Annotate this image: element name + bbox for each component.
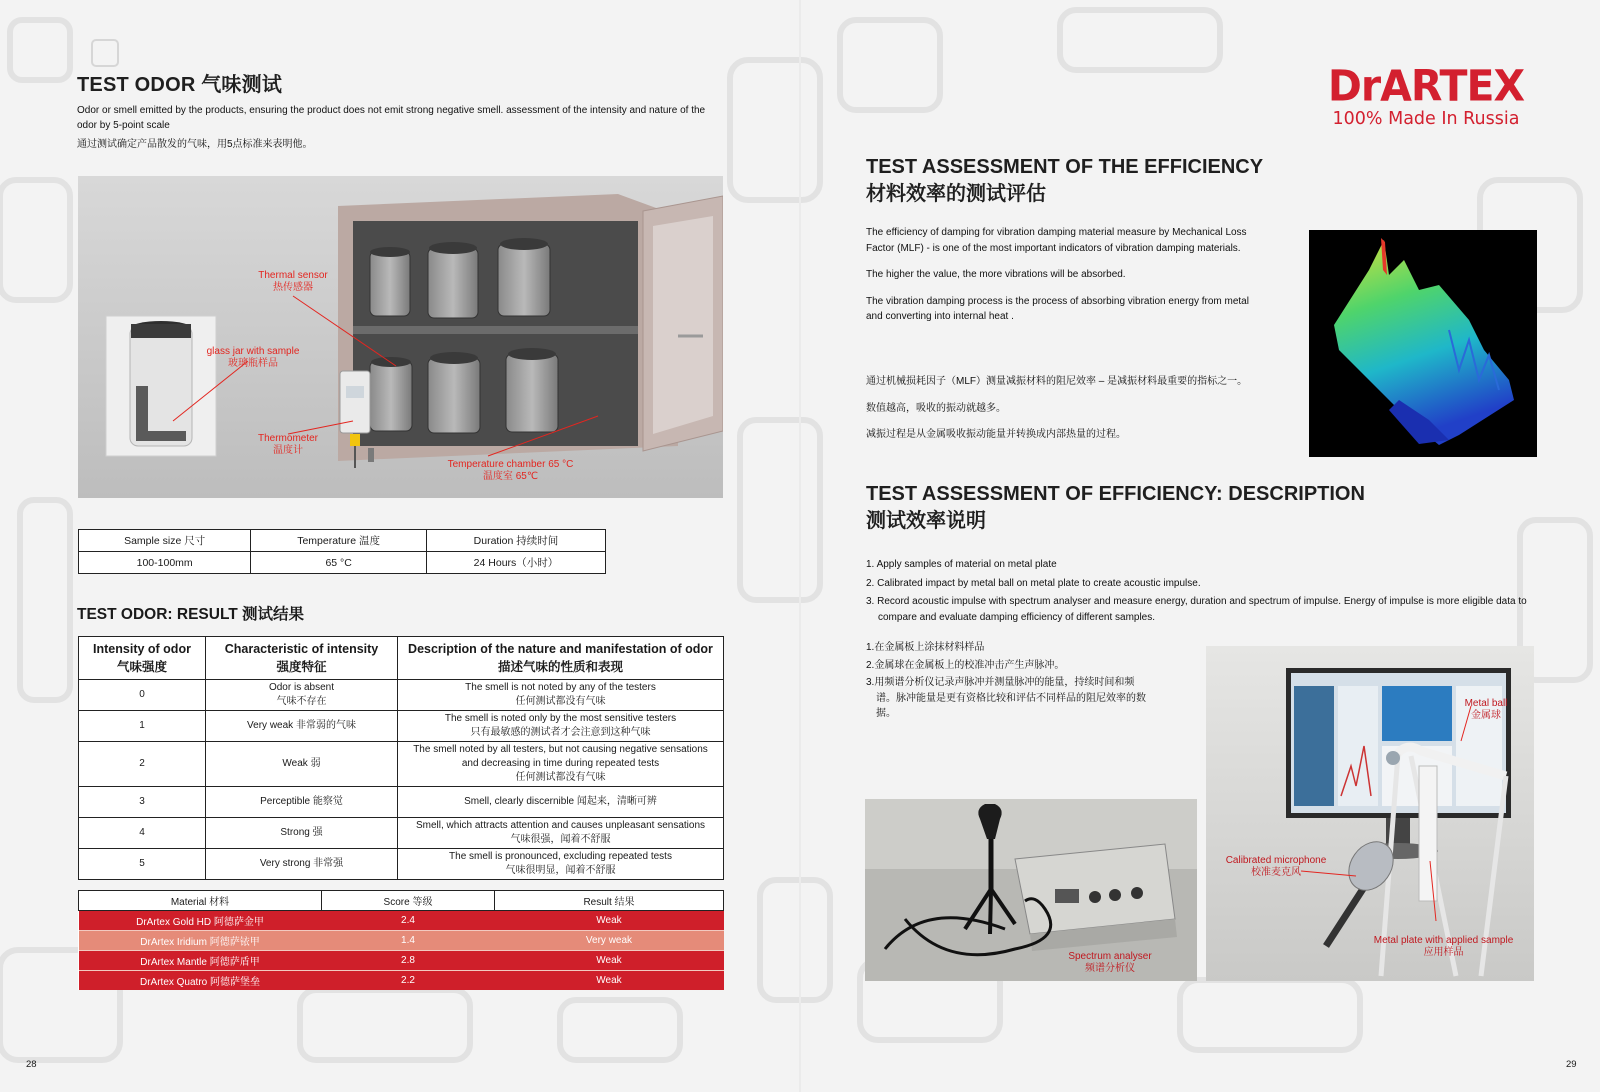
scale-header-en: Intensity of odor bbox=[93, 642, 191, 656]
material-name-cell: DrArtex Iridium 阿德萨铱甲 bbox=[79, 931, 322, 951]
description-title bbox=[866, 481, 1365, 535]
conditions-value: 65 °C bbox=[251, 552, 427, 574]
thermal-sensor-label-cn: 热传感器 bbox=[273, 282, 313, 293]
metal-plate-label-en: Metal plate with applied sample bbox=[1373, 935, 1514, 946]
scale-header bbox=[398, 637, 724, 680]
analyser-label-cn: 频谱分析仪 bbox=[1085, 963, 1135, 974]
glass-jar-label-en: glass jar with sample bbox=[206, 346, 300, 357]
scale-header-cn: 气味强度 bbox=[116, 660, 167, 674]
scale-body bbox=[79, 680, 724, 880]
microphone-label-en: Calibrated microphone bbox=[1225, 855, 1327, 866]
thermal-sensor-label-en: Thermal sensor bbox=[258, 270, 328, 281]
material-result-cell: Weak bbox=[495, 951, 724, 971]
page-number-left: 28 bbox=[26, 1059, 37, 1070]
analyser-label-en: Spectrum analyser bbox=[1068, 951, 1152, 962]
scale-header-cn: 描述气味的性质和表现 bbox=[497, 660, 623, 674]
scale-description-cell: Smell, which attracts attention and causes unpleasant sensations 气味很强，闻着不舒服 bbox=[398, 818, 724, 849]
material-row bbox=[79, 971, 724, 991]
thermometer-label-cn: 温度计 bbox=[273, 445, 303, 456]
odor-title: TEST ODOR 气味测试 bbox=[77, 74, 283, 96]
material-result-cell: Weak bbox=[495, 911, 724, 931]
scale-header-en: Characteristic of intensity bbox=[224, 642, 379, 656]
glass-jar-label-cn: 玻璃瓶样品 bbox=[228, 358, 278, 369]
thermal-sensor-label bbox=[228, 270, 358, 294]
step-item: 2. Calibrated impact by metal ball on metal plate to create acoustic impulse. bbox=[866, 577, 1201, 589]
paragraph: 通过机械损耗因子（MLF）测量减振材料的阻尼效率 – 是减振材料最重要的指标之一。 bbox=[866, 376, 1248, 387]
scale-score-cell: 3 bbox=[79, 787, 206, 818]
material-row bbox=[79, 931, 724, 951]
scale-characteristic-cell: Weak 弱 bbox=[206, 742, 398, 787]
material-name-cell: DrArtex Quatro 阿德萨堡垒 bbox=[79, 971, 322, 991]
scale-header bbox=[79, 637, 206, 680]
chamber-label bbox=[438, 459, 583, 483]
scale-row bbox=[79, 711, 724, 742]
scale-score-cell: 4 bbox=[79, 818, 206, 849]
thermometer-label-en: Thermometer bbox=[257, 433, 318, 444]
scale-row bbox=[79, 787, 724, 818]
scale-header-cn: 强度特征 bbox=[276, 660, 327, 674]
scale-header bbox=[206, 637, 398, 680]
material-name-cell: DrArtex Mantle 阿德萨盾甲 bbox=[79, 951, 322, 971]
spectrum-3d-image bbox=[1309, 230, 1537, 457]
scale-row bbox=[79, 849, 724, 880]
materials-table bbox=[78, 890, 724, 990]
temperature-chamber-image bbox=[78, 176, 723, 498]
materials-header: Result 结果 bbox=[495, 891, 724, 911]
metal-ball-label-en: Metal ball bbox=[1464, 698, 1508, 709]
conditions-value: 100-100mm bbox=[79, 552, 251, 574]
setup-photo bbox=[1206, 646, 1534, 981]
material-score-cell: 2.8 bbox=[322, 951, 495, 971]
odor-description-cn: 通过测试确定产品散发的气味，用5点标准来表明他。 bbox=[77, 139, 313, 150]
logo-tagline: 100% Made In Russia bbox=[1332, 109, 1520, 129]
efficiency-title-cn: 材料效率的测试评估 bbox=[866, 183, 1046, 205]
material-result-cell: Very weak bbox=[495, 931, 724, 951]
paragraph: The higher the value, the more vibrations will be absorbed. bbox=[866, 269, 1126, 280]
step-item: 3. Record acoustic impulse with spectrum analyser and measure energy, duration and spectrum of impulse. Energy of impulse is more eligible data to compare and evaluate damping efficiency of different samples. bbox=[866, 596, 1527, 623]
material-score-cell: 2.4 bbox=[322, 911, 495, 931]
analyser-photo bbox=[865, 799, 1197, 981]
step-item: 1. Apply samples of material on metal plate bbox=[866, 559, 1057, 570]
result-title: TEST ODOR: RESULT 测试结果 bbox=[77, 606, 305, 623]
materials-header: Score 等级 bbox=[322, 891, 495, 911]
scale-row bbox=[79, 742, 724, 787]
scale-description-cell: Smell, clearly discernible 闻起来，清晰可辨 bbox=[398, 787, 724, 818]
scale-description-cell: The smell is noted only by the most sensitive testers 只有最敏感的测试者才会注意到这种气味 bbox=[398, 711, 724, 742]
odor-description-en: Odor or smell emitted by the products, ensuring the product does not emit strong negative smell. assessment of the intensity and nature of the odor by 5-point scale bbox=[77, 105, 706, 131]
description-title-cn: 测试效率说明 bbox=[866, 510, 986, 532]
scale-characteristic-cell: Perceptible 能察觉 bbox=[206, 787, 398, 818]
metal-plate-label bbox=[1356, 935, 1531, 959]
step-item: 3.用频谱分析仪记录声脉冲并测量脉冲的能量，持续时间和频谱。脉冲能量是更有资格比较和评估不同样品的阻尼效率的数据。 bbox=[866, 677, 1146, 719]
scale-description-cell: The smell is pronounced, excluding repeated tests 气味很明显，闻着不舒服 bbox=[398, 849, 724, 880]
efficiency-text-cn bbox=[866, 374, 1251, 454]
scale-score-cell: 0 bbox=[79, 680, 206, 711]
efficiency-text-en bbox=[866, 225, 1266, 336]
material-score-cell: 1.4 bbox=[322, 931, 495, 951]
step-item: 1.在金属板上涂抹材料样品 bbox=[866, 642, 985, 653]
scale-characteristic-cell: Odor is absent 气味不存在 bbox=[206, 680, 398, 711]
steps-en bbox=[866, 557, 1536, 625]
material-name-cell: DrArtex Gold HD 阿德萨金甲 bbox=[79, 911, 322, 931]
scale-score-cell: 2 bbox=[79, 742, 206, 787]
paragraph: The vibration damping process is the process of absorbing vibration energy from metal and converting into internal heat . bbox=[866, 295, 1249, 322]
materials-header-row bbox=[79, 891, 724, 911]
material-result-cell: Weak bbox=[495, 971, 724, 991]
paragraph: The efficiency of damping for vibration damping material measure by Mechanical Loss Factor (MLF) - is one of the most important indicators of vibration damping materials. bbox=[866, 227, 1247, 254]
paragraph: 减振过程是从金属吸收振动能量并转换成内部热量的过程。 bbox=[866, 429, 1126, 440]
metal-ball-label-cn: 金属球 bbox=[1471, 710, 1501, 721]
scale-header-row bbox=[79, 637, 724, 680]
description-title-en: TEST ASSESSMENT OF EFFICIENCY: DESCRIPTION bbox=[866, 483, 1365, 505]
scale-description-cell: The smell noted by all testers, but not causing negative sensations and decreasing in time during repeated tests 任何测试都没有气味 bbox=[398, 742, 724, 787]
conditions-header: Duration 持续时间 bbox=[426, 530, 605, 552]
microphone-label-cn: 校准麦克风 bbox=[1251, 867, 1301, 878]
conditions-header-row bbox=[79, 530, 606, 552]
odor-scale-table bbox=[78, 636, 724, 880]
steps-cn bbox=[866, 640, 1146, 722]
materials-header: Material 材料 bbox=[79, 891, 322, 911]
page-number-right: 29 bbox=[1566, 1059, 1577, 1070]
scale-score-cell: 5 bbox=[79, 849, 206, 880]
logo-wordmark: DrARTEX bbox=[1327, 60, 1525, 112]
chamber-label-cn: 温度室 65℃ bbox=[482, 471, 539, 482]
conditions-header: Temperature 温度 bbox=[251, 530, 427, 552]
metal-plate-label-cn: 应用样品 bbox=[1423, 947, 1464, 958]
right-page bbox=[800, 0, 1600, 1092]
conditions-value: 24 Hours（小时） bbox=[426, 552, 605, 574]
material-score-cell: 2.2 bbox=[322, 971, 495, 991]
chamber-label-en: Temperature chamber 65 °C bbox=[447, 459, 574, 470]
conditions-value-row bbox=[79, 552, 606, 574]
measurement-setup-image bbox=[1206, 646, 1534, 981]
scale-characteristic-cell: Strong 强 bbox=[206, 818, 398, 849]
thermometer-label bbox=[243, 433, 333, 457]
conditions-header: Sample size 尺寸 bbox=[79, 530, 251, 552]
odor-test-illustration bbox=[78, 176, 723, 498]
paragraph: 数值越高，吸收的振动就越多。 bbox=[866, 402, 1006, 414]
microphone-label bbox=[1216, 855, 1336, 879]
scale-characteristic-cell: Very strong 非常强 bbox=[206, 849, 398, 880]
scale-header-en: Description of the nature and manifestation of odor bbox=[408, 642, 713, 656]
scale-row bbox=[79, 818, 724, 849]
drartex-logo bbox=[1316, 60, 1536, 130]
scale-description-cell: The smell is not noted by any of the testers 任何测试都没有气味 bbox=[398, 680, 724, 711]
materials-body bbox=[79, 911, 724, 991]
efficiency-title-en: TEST ASSESSMENT OF THE EFFICIENCY bbox=[866, 156, 1264, 178]
test-conditions-table bbox=[78, 529, 606, 574]
scale-row bbox=[79, 680, 724, 711]
step-item: 2.金属球在金属板上的校准冲击产生声脉冲。 bbox=[866, 659, 1065, 671]
metal-ball-label bbox=[1446, 698, 1526, 722]
analyser-label bbox=[1050, 951, 1170, 975]
scale-characteristic-cell: Very weak 非常弱的气味 bbox=[206, 711, 398, 742]
material-row bbox=[79, 911, 724, 931]
glass-jar-label bbox=[193, 346, 313, 370]
material-row bbox=[79, 951, 724, 971]
scale-score-cell: 1 bbox=[79, 711, 206, 742]
efficiency-title bbox=[866, 154, 1263, 208]
